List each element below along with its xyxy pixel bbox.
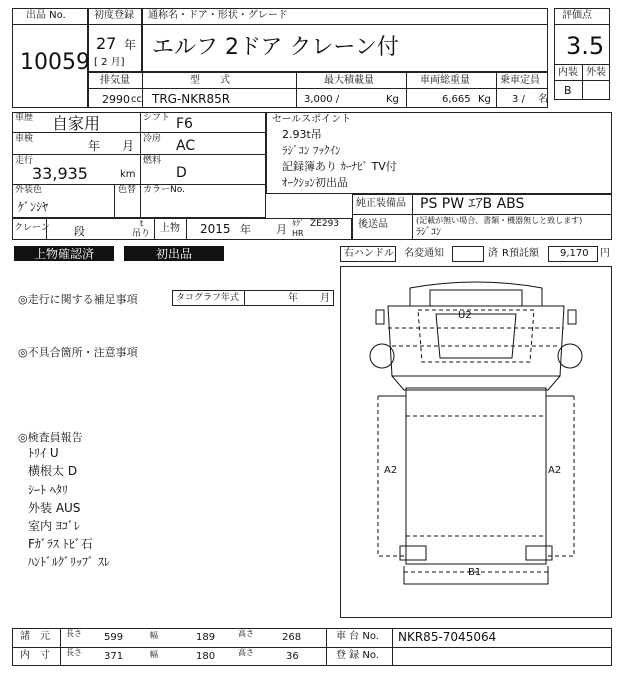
vehicle-name: エルフ 2ドア クレーン付 [152,35,399,60]
lot-label: 出品 No. [26,10,66,21]
gross-weight-unit: Kg [478,94,491,105]
chassis-number-label: 車 台 No. [336,631,379,642]
capacity-unit: 名 [538,94,548,105]
damage-mark-right: A2 [548,465,562,476]
driving-remarks-label: ◎走行に関する補足事項 [18,293,138,306]
inspector-line: ﾊﾝﾄﾞﾙｸﾞﾘｯﾌﾟ ｽﾚ [28,555,110,569]
crane-label: クレーン [14,223,50,233]
max-load-unit: Kg [386,94,399,105]
displacement-label: 排気量 [100,75,130,86]
inner-height-label: 高さ [238,648,254,657]
interior-score-label: 内装 [558,67,578,78]
inspection-month-unit: 月 [122,139,135,153]
defects-label: ◎不具合箇所・注意事項 [18,346,138,359]
rear-items-label: 後送品 [358,219,388,230]
displacement-value: 2990 [102,93,130,106]
truck-outline [340,266,612,618]
first-registration-year: 27 [96,34,117,53]
outer-length: 599 [104,632,124,643]
interior-score: B [564,84,572,97]
model-label: 型 式 [190,75,230,86]
tag-value: ZE293 [310,219,340,229]
sales-point-line: 2.93t吊 [282,128,322,141]
shift-label: シフト [143,113,171,123]
sales-point-line: 記録簿あり ｶｰﾅﾋﾞ TV付 [282,160,397,173]
capacity-label: 乗車定員 [500,75,540,86]
gross-weight-value: 6,665 [442,94,471,105]
name-change-label: 名変通知 [404,248,444,259]
inspector-line: 外装 AUS [28,501,81,515]
crane-year: 2015 [200,222,231,236]
tachograph-month-unit: 月 [320,293,330,304]
history-label: 車歴 [15,113,34,123]
inspector-line: 室内 ﾖｺﾞﾚ [28,519,80,533]
capacity-value: 3 / [512,94,525,105]
mileage-value: 33,935 [32,164,88,183]
exterior-color-value: ｹﾞﾝｼﾔ [18,200,49,214]
name-change-box [452,246,484,262]
inspection-year-unit: 年 [88,139,101,153]
color-change-label: 色替 [118,185,137,195]
crane-ton-unit: t [140,219,144,228]
outer-height: 268 [282,632,302,643]
shift-value: F6 [176,116,193,132]
max-load-value: 3,000 / [304,94,340,105]
outer-dimensions-label: 諸 元 [20,631,50,642]
exterior-score-label: 外装 [586,67,606,78]
tachograph-year-unit: 年 [288,293,298,304]
inspector-line: Fｶﾞﾗｽ ﾄﾋﾞ石 [28,537,93,551]
fuel-value: D [176,165,187,181]
ac-value: AC [176,138,196,154]
damage-mark-rear: B1 [468,567,482,578]
inner-height: 36 [286,651,299,662]
recycle-fee-unit: 円 [600,248,610,259]
ac-label: 冷房 [143,134,162,144]
inner-length: 371 [104,651,124,662]
crane-stage-unit: 段 [74,225,85,238]
crane-month-unit: 月 [276,223,287,236]
recycle-done-label: 済 [488,248,498,259]
damage-mark-cab: U2 [458,310,472,321]
inspector-line: ｼｰﾄ ﾍﾀﾘ [28,483,68,497]
grade-label: 評価点 [562,10,592,21]
inner-length-label: 長さ [66,648,82,657]
rear-items-note: (記載が無い場合、書類・機器無しと致します) [416,216,583,225]
tachograph-label: タコグラフ年式 [176,293,240,303]
crane-year-unit: 年 [240,223,251,236]
mileage-label: 走行 [15,156,34,166]
recycle-fee-label: R預託額 [502,248,539,259]
rear-items-value: ﾗｼﾞｺﾝ [416,227,441,238]
tag-label: ﾀｸﾞ [292,219,304,228]
max-load-label: 最大積載量 [324,75,374,86]
inner-width-label: 幅 [150,650,158,659]
gross-weight-label: 車両総重量 [420,75,470,86]
inner-width: 180 [196,651,216,662]
grade-score: 3.5 [566,32,605,60]
first-registration-month: [ 2 月] [94,57,125,68]
right-handle-label: 右ハンドル [344,248,394,259]
inspector-report-label: ◎検査員報告 [18,431,83,444]
upper-confirmed-badge: 上物確認済 [14,246,114,261]
crane-hang-unit: 吊り [132,229,151,239]
damage-mark-left: A2 [384,465,398,476]
year-unit: 年 [124,38,137,52]
inspector-line: ﾄﾘｲ U [28,446,59,460]
displacement-unit: cc [131,94,142,105]
model-value: TRG-NKR85R [152,92,231,106]
exterior-color-label: 外装色 [15,185,43,195]
hour-unit: HR [292,229,304,238]
upper-body-label: 上物 [160,223,180,234]
outer-length-label: 長さ [66,629,82,638]
mileage-unit: km [120,169,136,180]
inspection-label: 車検 [15,134,34,144]
first-listing-badge: 初出品 [124,246,224,261]
first-registration-label: 初度登録 [94,10,134,21]
outer-height-label: 高さ [238,629,254,638]
genuine-equipment-value: PS PW ｴｱB ABS [420,196,525,212]
history-value: 自家用 [52,114,101,133]
lot-number: 10059 [20,50,90,75]
outer-width-label: 幅 [150,631,158,640]
fuel-label: 燃料 [143,156,162,166]
sales-points-label: セールスポイント [272,114,352,125]
registration-number-label: 登 録 No. [336,650,379,661]
genuine-equipment-label: 純正装備品 [356,198,406,209]
sales-point-line: ｵｰｸｼｮﾝ初出品 [282,176,348,189]
sales-point-line: ﾗｼﾞｺﾝ ﾌｯｸｲﾝ [282,144,341,157]
inner-dimensions-label: 内 寸 [20,650,50,661]
recycle-fee-value: 9,170 [560,248,589,259]
inspector-line: 横根太 D [28,464,78,478]
outer-width: 189 [196,632,216,643]
color-number-label: カラーNo. [143,185,185,195]
vehicle-name-label: 通称名・ドア・形状・グレード [148,10,288,21]
chassis-number: NKR85-7045064 [398,630,497,644]
